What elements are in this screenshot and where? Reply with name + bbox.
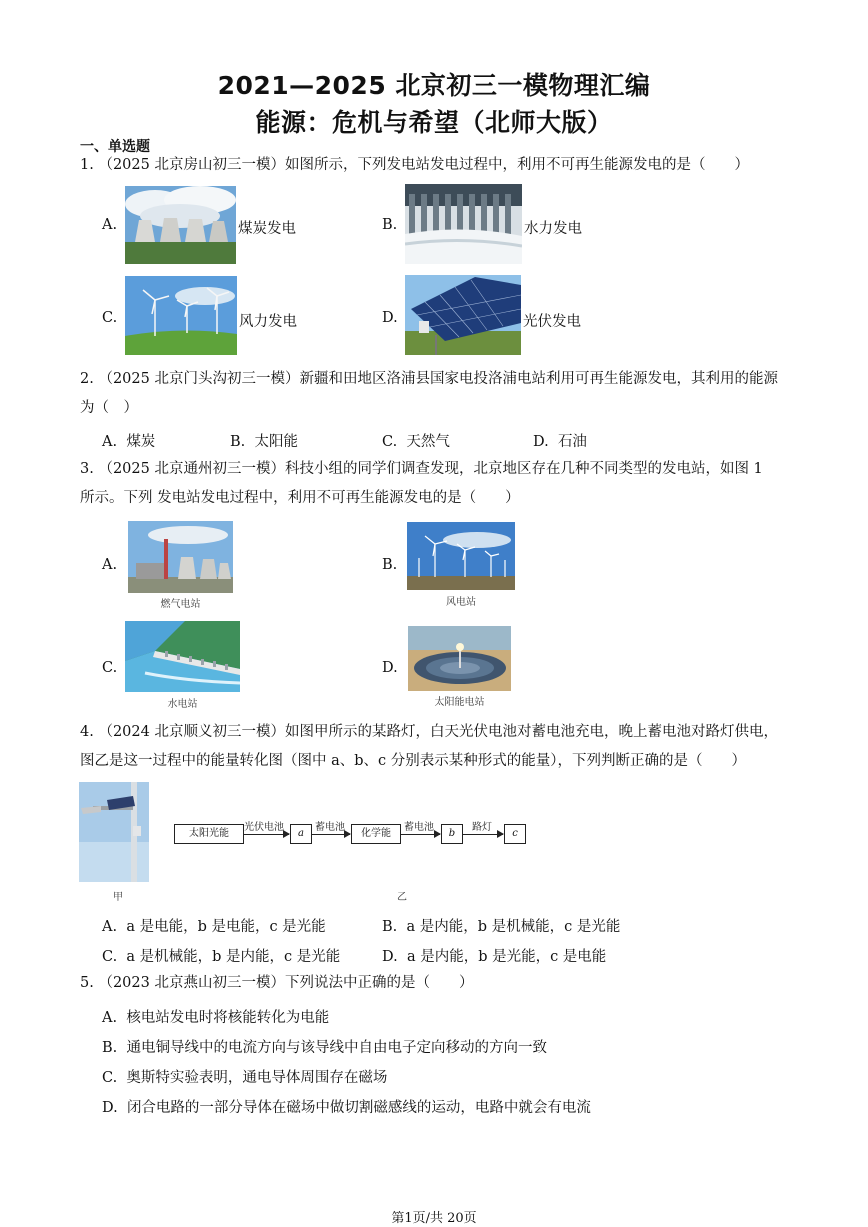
flow-arrow-2-label: 蓄电池 [315, 822, 345, 833]
q1-option-c-key: C. [102, 310, 118, 326]
q3-option-a-key: A. [102, 557, 118, 573]
q4-option-d [382, 945, 606, 966]
q4-option-c [102, 945, 340, 966]
q5-stem: 5. （2023 北京燕山初三一模）下列说法中正确的是（ ） [80, 975, 474, 991]
q2-option-b [230, 430, 298, 451]
q4-stem-line2: 图乙是这一过程中的能量转化图（图中 a、b、c 分别表示某种形式的能量），下列判断正确的是（ ） [80, 753, 747, 769]
q1-option-b-label: 水力发电 [524, 221, 582, 237]
q3-option-d-key: D. [382, 660, 398, 676]
q5-option-c-text: 奥斯特实验表明，通电导体周围存在磁场 [126, 1070, 388, 1086]
q3-option-b-key: B. [382, 557, 398, 573]
q4-option-c-text: a 是机械能，b 是内能，c 是光能 [126, 949, 341, 965]
q4-option-b-key: B. [382, 919, 398, 935]
q5-option-a-key: A. [102, 1010, 118, 1026]
q1-option-d-label: 光伏发电 [523, 314, 581, 330]
q4-option-b-text: a 是内能，b 是机械能，c 是光能 [406, 919, 621, 935]
q2-option-b-key: B. [230, 434, 246, 450]
q5-option-b-text: 通电铜导线中的电流方向与该导线中自由电子定向移动的方向一致 [126, 1040, 547, 1056]
q2-option-d [533, 430, 587, 451]
q5-option-d-text: 闭合电路的一部分导体在磁场中做切割磁感线的运动，电路中就会有电流 [126, 1100, 591, 1116]
q4-figure-jia-label: 甲 [113, 892, 123, 903]
wind-turbines-photo [125, 276, 237, 355]
q3-option-b-caption: 风电站 [446, 597, 476, 608]
q2-option-d-label: 石油 [557, 434, 587, 450]
dam-photo [405, 184, 522, 264]
cooling-towers-photo [125, 186, 236, 264]
q1-option-d-key: D. [382, 310, 398, 326]
q2-option-a [102, 430, 155, 451]
q5-option-c [102, 1066, 387, 1087]
q4-option-d-text: a 是内能，b 是光能，c 是电能 [406, 949, 607, 965]
wind-farm-photo [407, 522, 515, 590]
q4-stem-line1: 4. （2024 北京顺义初三一模）如图甲所示的某路灯，白天光伏电池对蓄电池充电，晚上蓄电池对路灯供电， [80, 724, 778, 740]
hydro-plant-photo [125, 621, 240, 692]
q1-option-c-label: 风力发电 [239, 314, 297, 330]
flow-arrow-3 [400, 834, 440, 835]
q2-option-c-label: 天然气 [406, 434, 450, 450]
page-footer: 第1页/共 20页 [391, 1211, 477, 1226]
flow-box-a: a [290, 824, 312, 844]
q4-figure-yi-label: 乙 [397, 892, 407, 903]
q3-stem-line2: 所示。下列 发电站发电过程中，利用不可再生能源发电的是（ ） [80, 490, 520, 506]
q2-option-c [382, 430, 450, 451]
gas-plant-photo [128, 521, 233, 593]
q5-option-b-key: B. [102, 1040, 118, 1056]
q4-option-a-key: A. [102, 919, 118, 935]
flow-arrow-4-label: 路灯 [472, 822, 492, 833]
flow-box-c: c [504, 824, 526, 844]
q4-option-c-key: C. [102, 949, 118, 965]
section-heading: 一、单选题 [80, 139, 150, 155]
q4-option-d-key: D. [382, 949, 398, 965]
q3-option-c-key: C. [102, 660, 118, 676]
q2-option-a-label: 煤炭 [126, 434, 156, 450]
q5-option-a [102, 1006, 329, 1027]
q2-stem-line1: 2. （2025 北京门头沟初三一模）新疆和田地区洛浦县国家电投洛浦电站利用可再生能源发电，其利用的能源 [80, 371, 778, 387]
q3-option-d-caption: 太阳能电站 [434, 697, 485, 708]
q2-option-c-key: C. [382, 434, 398, 450]
q4-option-b [382, 915, 620, 936]
q1-option-b-key: B. [382, 217, 398, 233]
flow-arrow-1-label: 光伏电池 [244, 822, 284, 833]
flow-box-b: b [441, 824, 463, 844]
q1-option-a-label: 煤炭发电 [238, 221, 296, 237]
q1-option-a-key: A. [102, 217, 118, 233]
flow-arrow-2 [311, 834, 350, 835]
flow-arrow-1 [243, 834, 289, 835]
street-lamp-photo [79, 782, 149, 882]
flow-arrow-4 [462, 834, 503, 835]
q3-option-a-caption: 燃气电站 [160, 599, 201, 610]
doc-title-line2: 能源：危机与希望（北师大版） [255, 108, 613, 137]
q5-option-a-text: 核电站发电时将核能转化为电能 [126, 1010, 330, 1026]
q5-option-c-key: C. [102, 1070, 118, 1086]
q5-option-d [102, 1096, 591, 1117]
q5-option-b [102, 1036, 547, 1057]
q3-option-c-caption: 水电站 [167, 699, 198, 710]
q2-option-d-key: D. [533, 434, 549, 450]
q4-option-a [102, 915, 326, 936]
q2-stem-line2: 为（ ） [80, 400, 138, 416]
q2-option-a-key: A. [102, 434, 118, 450]
q1-stem: 1. （2025 北京房山初三一模）如图所示，下列发电站发电过程中，利用不可再生能源发电的是（ ） [80, 157, 749, 173]
q2-option-b-label: 太阳能 [254, 434, 298, 450]
q5-option-d-key: D. [102, 1100, 118, 1116]
q3-stem-line1: 3. （2025 北京通州初三一模）科技小组的同学们调查发现，北京地区存在几种不同类型的发电站，如图 1 [80, 461, 763, 477]
q4-option-a-text: a 是电能，b 是电能，c 是光能 [126, 919, 326, 935]
flow-box-chemical: 化学能 [351, 824, 401, 844]
solar-thermal-photo [408, 626, 511, 691]
solar-panel-photo [405, 275, 521, 355]
flow-box-solar: 太阳光能 [174, 824, 244, 844]
flow-arrow-3-label: 蓄电池 [404, 822, 434, 833]
doc-title-line1: 2021—2025 北京初三一模物理汇编 [217, 71, 651, 100]
